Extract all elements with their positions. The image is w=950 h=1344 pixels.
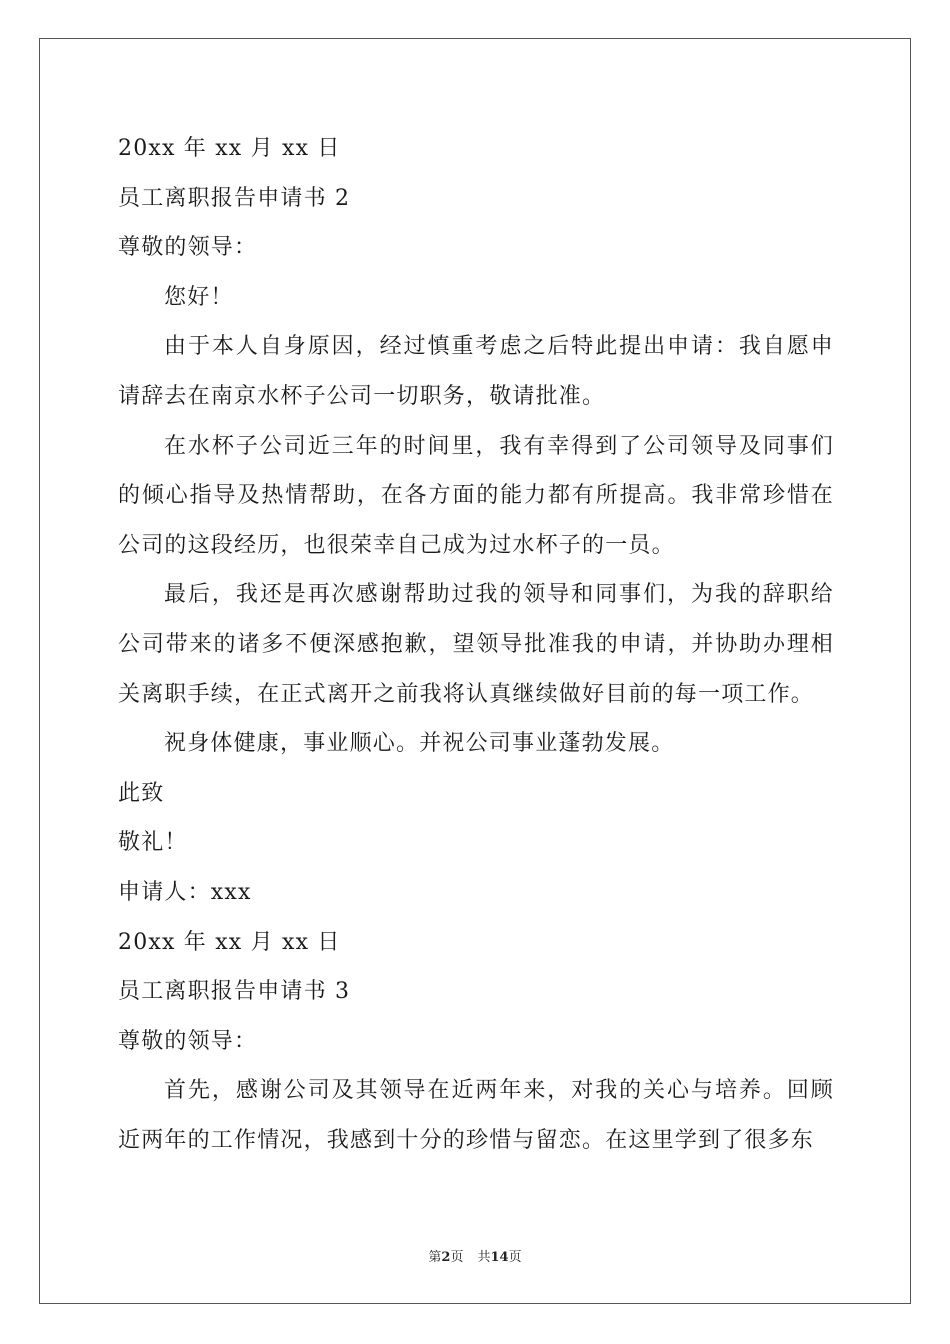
page-number-suffix: 页 [450, 1250, 464, 1265]
date-line: 20xx 年 xx 月 xx 日 [118, 136, 341, 161]
greeting: 您好！ [164, 284, 234, 310]
salutation: 尊敬的领导： [118, 235, 258, 261]
page-total-suffix: 页 [508, 1250, 522, 1265]
body-paragraph: 在水杯子公司近三年的时间里，我有幸得到了公司领导及同事们的倾心指导及热情帮助，在各方面的能力都有所提高。我非常珍惜在公司的这段经历，也很荣幸自己成为过水杯子的一员。 [118, 433, 834, 558]
body-paragraph: 首先，感谢公司及其领导在近两年来，对我的关心与培养。回顾近两年的工作情况，我感到十分的珍惜与留恋。在这里学到了很多东 [118, 1078, 834, 1153]
document-body [118, 124, 834, 1165]
page-number-prefix: 第 [428, 1250, 442, 1265]
page-footer [0, 1246, 950, 1265]
section-title: 员工离职报告申请书 3 [118, 979, 351, 1005]
page-total: 14 [490, 1250, 509, 1265]
closing-line: 敬礼！ [118, 830, 188, 856]
closing-line: 此致 [118, 780, 165, 806]
body-paragraph: 最后，我还是再次感谢帮助过我的领导和同事们，为我的辞职给公司带来的诸多不便深感抱歉，望领导批准我的申请，并协助办理相关离职手续，在正式离开之前我将认真继续做好目前的每一项工作。 [118, 582, 834, 707]
page-number: 2 [441, 1250, 451, 1265]
body-paragraph: 由于本人自身原因，经过慎重考虑之后特此提出申请：我自愿申请辞去在南京水杯子公司一切职务，敬请批准。 [118, 334, 834, 409]
applicant-line: 申请人：xxx [118, 879, 252, 905]
body-paragraph: 祝身体健康，事业顺心。并祝公司事业蓬勃发展。 [164, 731, 675, 757]
section-title: 员工离职报告申请书 2 [118, 185, 351, 211]
date-line: 20xx 年 xx 月 xx 日 [118, 929, 341, 955]
page-total-prefix: 共 [477, 1250, 491, 1265]
salutation: 尊敬的领导： [118, 1028, 258, 1054]
